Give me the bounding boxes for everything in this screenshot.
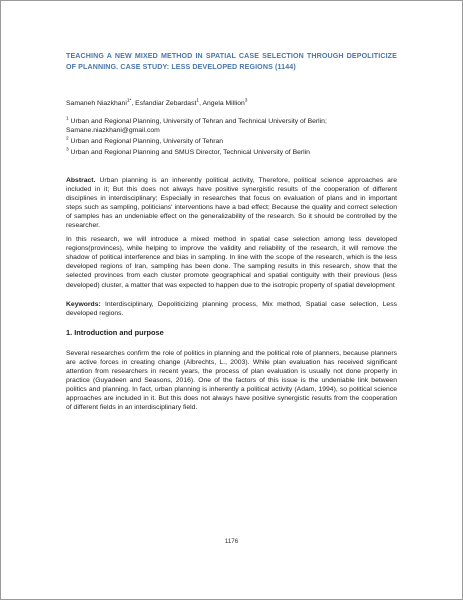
affiliation xyxy=(66,137,397,146)
keywords-label: Keywords: xyxy=(66,300,101,308)
affiliation-number: 3 xyxy=(66,147,69,153)
author-separator: , xyxy=(199,100,203,107)
author-list xyxy=(66,99,397,108)
affiliation-text: Urban and Regional Planning, University of Tehran and Technical University of Berlin; Samane.niazkhani@gmail.com xyxy=(66,118,327,134)
keywords-paragraph xyxy=(66,300,397,318)
author-affiliation-mark: 1 xyxy=(196,98,200,104)
affiliation-number: 1 xyxy=(66,116,69,122)
section-heading: 1. Introduction and purpose xyxy=(66,327,164,337)
author-name: Esfandiar Zebardast xyxy=(135,100,197,107)
intro-paragraph: Several researches confirm the role of politics in planning and the political role of planners, because planners are active forces in creating change (Albrechts, L., 2003). While plan evaluation has received significant attention from researchers in recent years, the process of plan evaluation is usually not done properly in practice (Guyadeen and Seasons, 2016). One of the factors of this issue is the undeniable link between politics and planning. In fact, urban planning is inherently a political activity (Adam, 1994), so political science approaches are included in it. But this does not always have positive synergistic results from the cooperation of different fields in an interdisciplinary field. xyxy=(66,349,397,411)
abstract-paragraph-2: In this research, we will introduce a mixed method in spatial case selection among less developed regions(provinces), while helping to improve the validity and reliability of the research, it will remove the shadow of political interference and bias in sampling. In line with the scope of the research, which is the less developed regions of Iran, sampling has been done. The sampling results in this research, show that the selected provinces from each cluster promote geographical and spatial contiguity with their previous (less developed) cluster, a matter that was expected to happen due to the isotropic property of spatial development xyxy=(66,236,397,289)
affiliation xyxy=(66,117,397,135)
author-separator: , xyxy=(131,100,136,107)
affiliation-text: Urban and Regional Planning and SMUS Director, Technical University of Berlin xyxy=(68,149,310,156)
author-affiliation-mark: 1* xyxy=(126,98,132,104)
page-content xyxy=(66,51,397,412)
page-number: 1176 xyxy=(224,538,239,545)
author-affiliation-mark: 3 xyxy=(244,98,248,104)
affiliation-text: Urban and Regional Planning, University of Tehran xyxy=(68,138,224,145)
abstract-paragraph xyxy=(66,176,397,230)
affiliation-number: 2 xyxy=(66,136,69,142)
keywords-text: Interdisciplinary, Depoliticizing planning process, Mix method, Spatial case selection, Less developed regions. xyxy=(66,300,397,317)
affiliation xyxy=(66,148,397,157)
affiliation-list xyxy=(66,117,397,157)
author-name: Angela Million xyxy=(202,100,245,107)
abstract-text: Urban planning is an inherently political activity, Therefore, political science approaches are included in it; But this does not always have positive synergistic results of the cooperation of different disciplines in interdisciplinary; Especially in researches that focus on evaluation of plans and in important steps such as sampling, politicians' interventions have a bad effect; Because the quality and correct selection of samples has an undeniable effect on the generalizability of the research. So it should be controlled by the researcher. xyxy=(66,177,397,230)
paper-title: TEACHING A NEW MIXED METHOD IN SPATIAL CASE SELECTION THROUGH DEPOLITICIZE OF PLANNING. CASE STUDY: LESS DEVELOPED REGIONS (1144) xyxy=(66,52,397,71)
author-name: Samaneh Niazkhani xyxy=(66,100,127,107)
abstract-label: Abstract. xyxy=(66,177,96,184)
